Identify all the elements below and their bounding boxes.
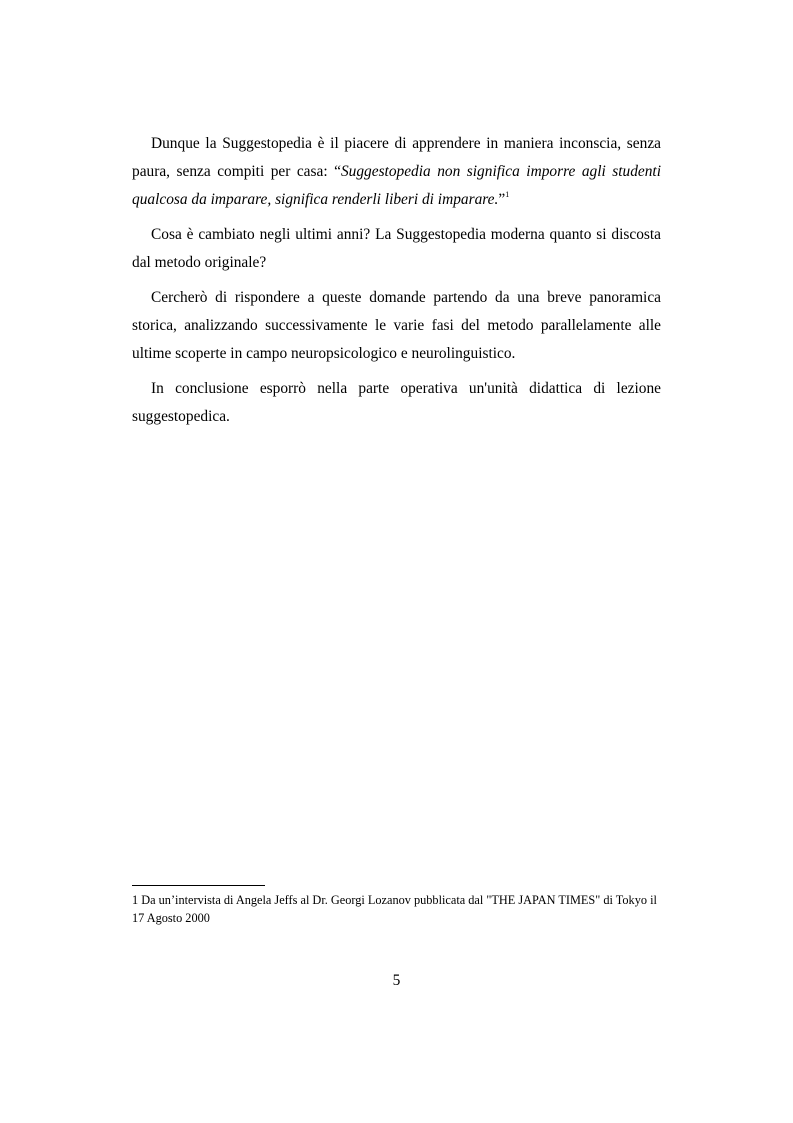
footnote-text: Da un’intervista di Angela Jeffs al Dr. Georgi Lozanov pubblicata dal "THE JAPAN TIMES" di Tokyo il 17 Agosto 2000 — [132, 893, 657, 925]
footnote-separator — [132, 885, 265, 886]
footnote-reference: 1 — [505, 190, 510, 199]
paragraph-1-text: Dunque la Suggestopedia è il piacere di apprendere in maniera inconscia, senza paura, senza compiti per casa: “ — [132, 135, 661, 180]
page-number: 5 — [392, 972, 401, 989]
body-text — [132, 130, 661, 438]
lozanov-quote: Suggestopedia non significa imporre agli studenti qualcosa da imparare, significa renderli liberi di imparare. — [132, 163, 661, 208]
footnote-number: 1 — [132, 893, 139, 907]
paragraph-2: Cosa è cambiato negli ultimi anni? La Suggestopedia moderna quanto si discosta dal metodo originale? — [132, 226, 661, 271]
paragraph-3: Cercherò di rispondere a queste domande partendo da una breve panoramica storica, analizzando successivamente le varie fasi del metodo parallelamente alle ultime scoperte in campo neuropsicologico e neurolinguistico. — [132, 289, 661, 362]
footnote — [132, 891, 662, 927]
paragraph-1 — [132, 130, 661, 214]
paragraph-4: In conclusione esporrò nella parte operativa un'unità didattica di lezione suggestopedica. — [132, 380, 661, 425]
closing-quote-mark: ” — [498, 191, 506, 208]
